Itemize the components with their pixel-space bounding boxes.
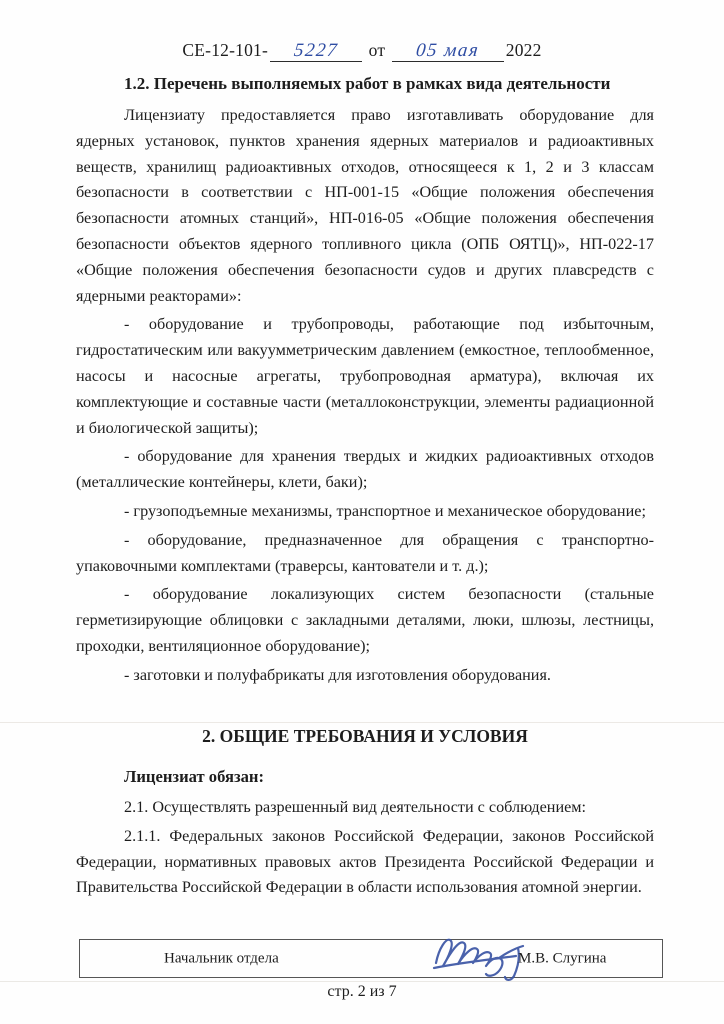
signature-box bbox=[79, 939, 663, 978]
doc-date-blank bbox=[392, 41, 504, 62]
scan-artifact-line-2 bbox=[0, 981, 724, 982]
signer-name: М.В. Слугина bbox=[518, 950, 607, 966]
handwritten-doc-number: 5227 bbox=[292, 40, 340, 61]
work-item: - оборудование и трубопроводы, работающие под избыточным, гидростатическим или вакуумметрическим давлением (емкостное, теплообменное, насосы и насосные агрегаты, трубопроводная арматура), включая их комплектующие и составные части (металлоконструкции, элементы радиационной и биологической защиты); bbox=[76, 315, 654, 437]
section-2-heading: 2. ОБЩИЕ ТРЕБОВАНИЯ И УСЛОВИЯ bbox=[202, 726, 528, 746]
doc-year: 2022 bbox=[505, 40, 542, 60]
work-item: - грузоподъемные механизмы, транспортное и механическое оборудование; bbox=[124, 501, 646, 520]
work-item: - оборудование, предназначенное для обращения с транспортно-упаковочными комплектами (траверсы, кантователи и т. д.); bbox=[76, 530, 654, 575]
section-1-2 bbox=[76, 74, 654, 692]
doc-number-line bbox=[0, 40, 724, 62]
work-item: - оборудование для хранения твердых и жидких радиоактивных отходов (металлические контейнеры, клети, баки); bbox=[76, 447, 654, 492]
signer-position-title: Начальник отдела bbox=[164, 950, 279, 966]
doc-number-blank bbox=[270, 41, 362, 62]
clause-2-1-1: 2.1.1. Федеральных законов Российской Федерации, законов Российской Федерации, нормативных правовых актов Президента Российской Федерации и Правительства Российской Федерации в области использования атомной энергии. bbox=[76, 826, 654, 897]
doc-number-prefix: СЕ-12-101- bbox=[182, 40, 269, 60]
scan-artifact-line bbox=[0, 722, 724, 723]
licensee-obliged-label: Лицензиат обязан: bbox=[124, 767, 265, 786]
section-1-2-intro-paragraph: Лицензиату предоставляется право изготавливать оборудование для ядерных установок, пунктов хранения ядерных материалов и радиоактивных веществ, хранилищ радиоактивных отходов, относящееся к 1, 2 и 3 классам безопасности в соответствии с НП-001-15 «Общие положения обеспечения безопасности атомных станций», НП-016-05 «Общие положения обеспечения безопасности объектов ядерного топливного цикла (ОПБ ОЯТЦ)», НП-022-17 «Общие положения обеспечения безопасности судов и других плавсредств с ядерными реакторами»: bbox=[76, 106, 654, 305]
clause-2-1: 2.1. Осуществлять разрешенный вид деятельности с соблюдением: bbox=[124, 798, 587, 816]
section-2 bbox=[76, 726, 654, 904]
work-item: - заготовки и полуфабрикаты для изготовления оборудования. bbox=[124, 665, 551, 684]
from-label: от bbox=[368, 40, 386, 60]
section-1-2-heading: 1.2. Перечень выполняемых работ в рамках вида деятельности bbox=[124, 74, 611, 93]
handwritten-date: 05 мая bbox=[415, 40, 481, 61]
work-item: - оборудование локализующих систем безопасности (стальные герметизирующие облицовки с закладными деталями, люки, шлюзы, лестницы, проходки, вентиляционное оборудование); bbox=[76, 585, 654, 655]
page-indicator: стр. 2 из 7 bbox=[327, 983, 397, 1000]
